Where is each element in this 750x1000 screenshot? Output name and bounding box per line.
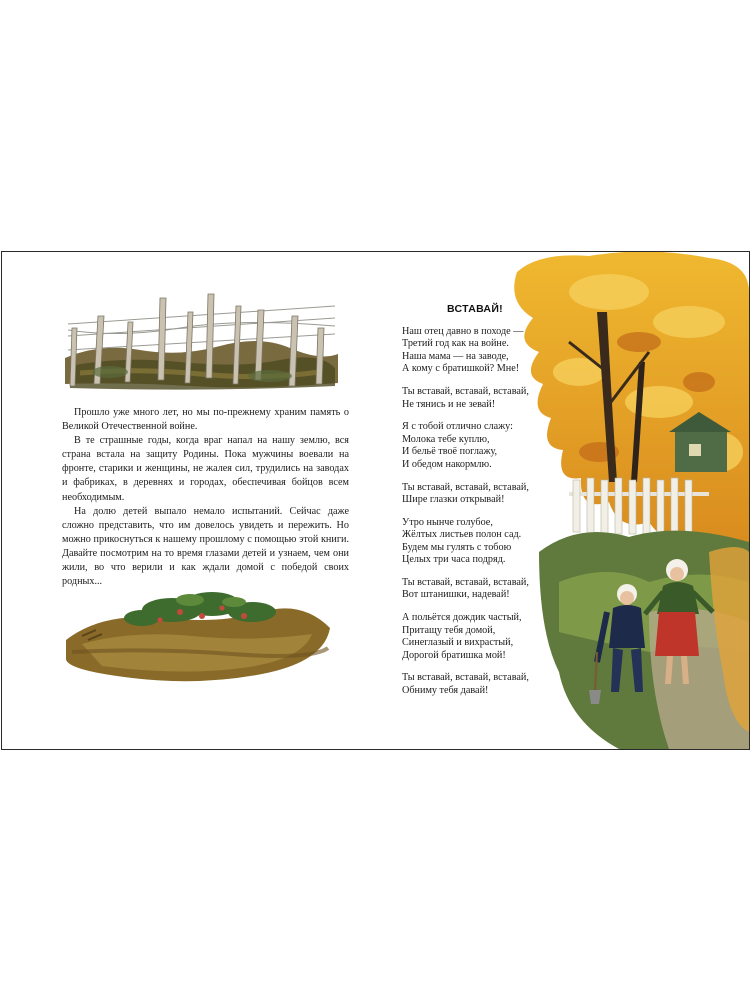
intro-paragraph-3: На долю детей выпало немало испытаний. Сейчас даже сложно представить, что им довелось увидеть и пережить. Но можно прикоснуться к нашему прошлому с помощью этой книги. Давайте посмотрим на то время глазами детей и узнаем, чем они жили, во что верили и как ждали домой с победой своих родных... (62, 505, 349, 588)
fence-illustration (60, 288, 340, 393)
poem-line: А польётся дождик частый, (402, 612, 522, 624)
poem-line: Молока тебе куплю, (402, 433, 490, 445)
poem-line: Обниму тебя давай! (402, 684, 489, 696)
poem-line: Целых три часа подряд. (402, 554, 506, 566)
poem-line: Шире глазки открывай! (402, 493, 505, 505)
poem-line: Дорогой братишка мой! (402, 649, 506, 661)
poem-line: Ты вставай, вставай, вставай, (402, 481, 529, 493)
poem-line: А кому с братишкой? Мне! (402, 363, 520, 375)
poem-line: Вот штанишки, надевай! (402, 589, 510, 601)
forest-floor-illustration (62, 582, 334, 682)
poem-title: ВСТАВАЙ! (447, 303, 503, 315)
intro-text (62, 406, 349, 589)
poem-line: Я с тобой отлично слажу: (402, 421, 513, 433)
poem-line: Ты вставай, вставай, вставай, (402, 386, 529, 398)
book-spread (1, 251, 750, 750)
poem-line: Наша мама — на заводе, (402, 350, 509, 362)
poem-line: Ты вставай, вставай, вставай, (402, 672, 529, 684)
poem-line: Притащу тебя домой, (402, 624, 496, 636)
autumn-children-illustration (499, 252, 749, 749)
intro-paragraph-1: Прошло уже много лет, но мы по-прежнему храним память о Великой Отечественной войне. (62, 407, 349, 433)
poem-line: И бельё твоё поглажу, (402, 446, 498, 458)
poem-line: И обедом накормлю. (402, 458, 492, 470)
poem-line: Жёлтых листьев полон сад. (402, 529, 522, 541)
poem-line: Третий год как на войне. (402, 338, 509, 350)
poem-line: Будем мы гулять с тобою (402, 541, 512, 553)
poem-line: Синеглазый и вихрастый, (402, 637, 514, 649)
poem-line: Не тянись и не зевай! (402, 398, 496, 410)
poem-line: Утро нынче голубое, (402, 516, 493, 528)
intro-paragraph-2: В те страшные годы, когда враг напал на нашу землю, вся страна встала на защиту Родины. Пока мужчины воевали на фронте, старики и женщины, не жалея сил, трудились на заводах и фабриках, в деревнях и городах, обеспечивая бойцов всем необходимым. (62, 435, 349, 503)
poem-line: Наш отец давно в походе — (402, 326, 524, 337)
poem-line: Ты вставай, вставай, вставай, (402, 577, 529, 588)
